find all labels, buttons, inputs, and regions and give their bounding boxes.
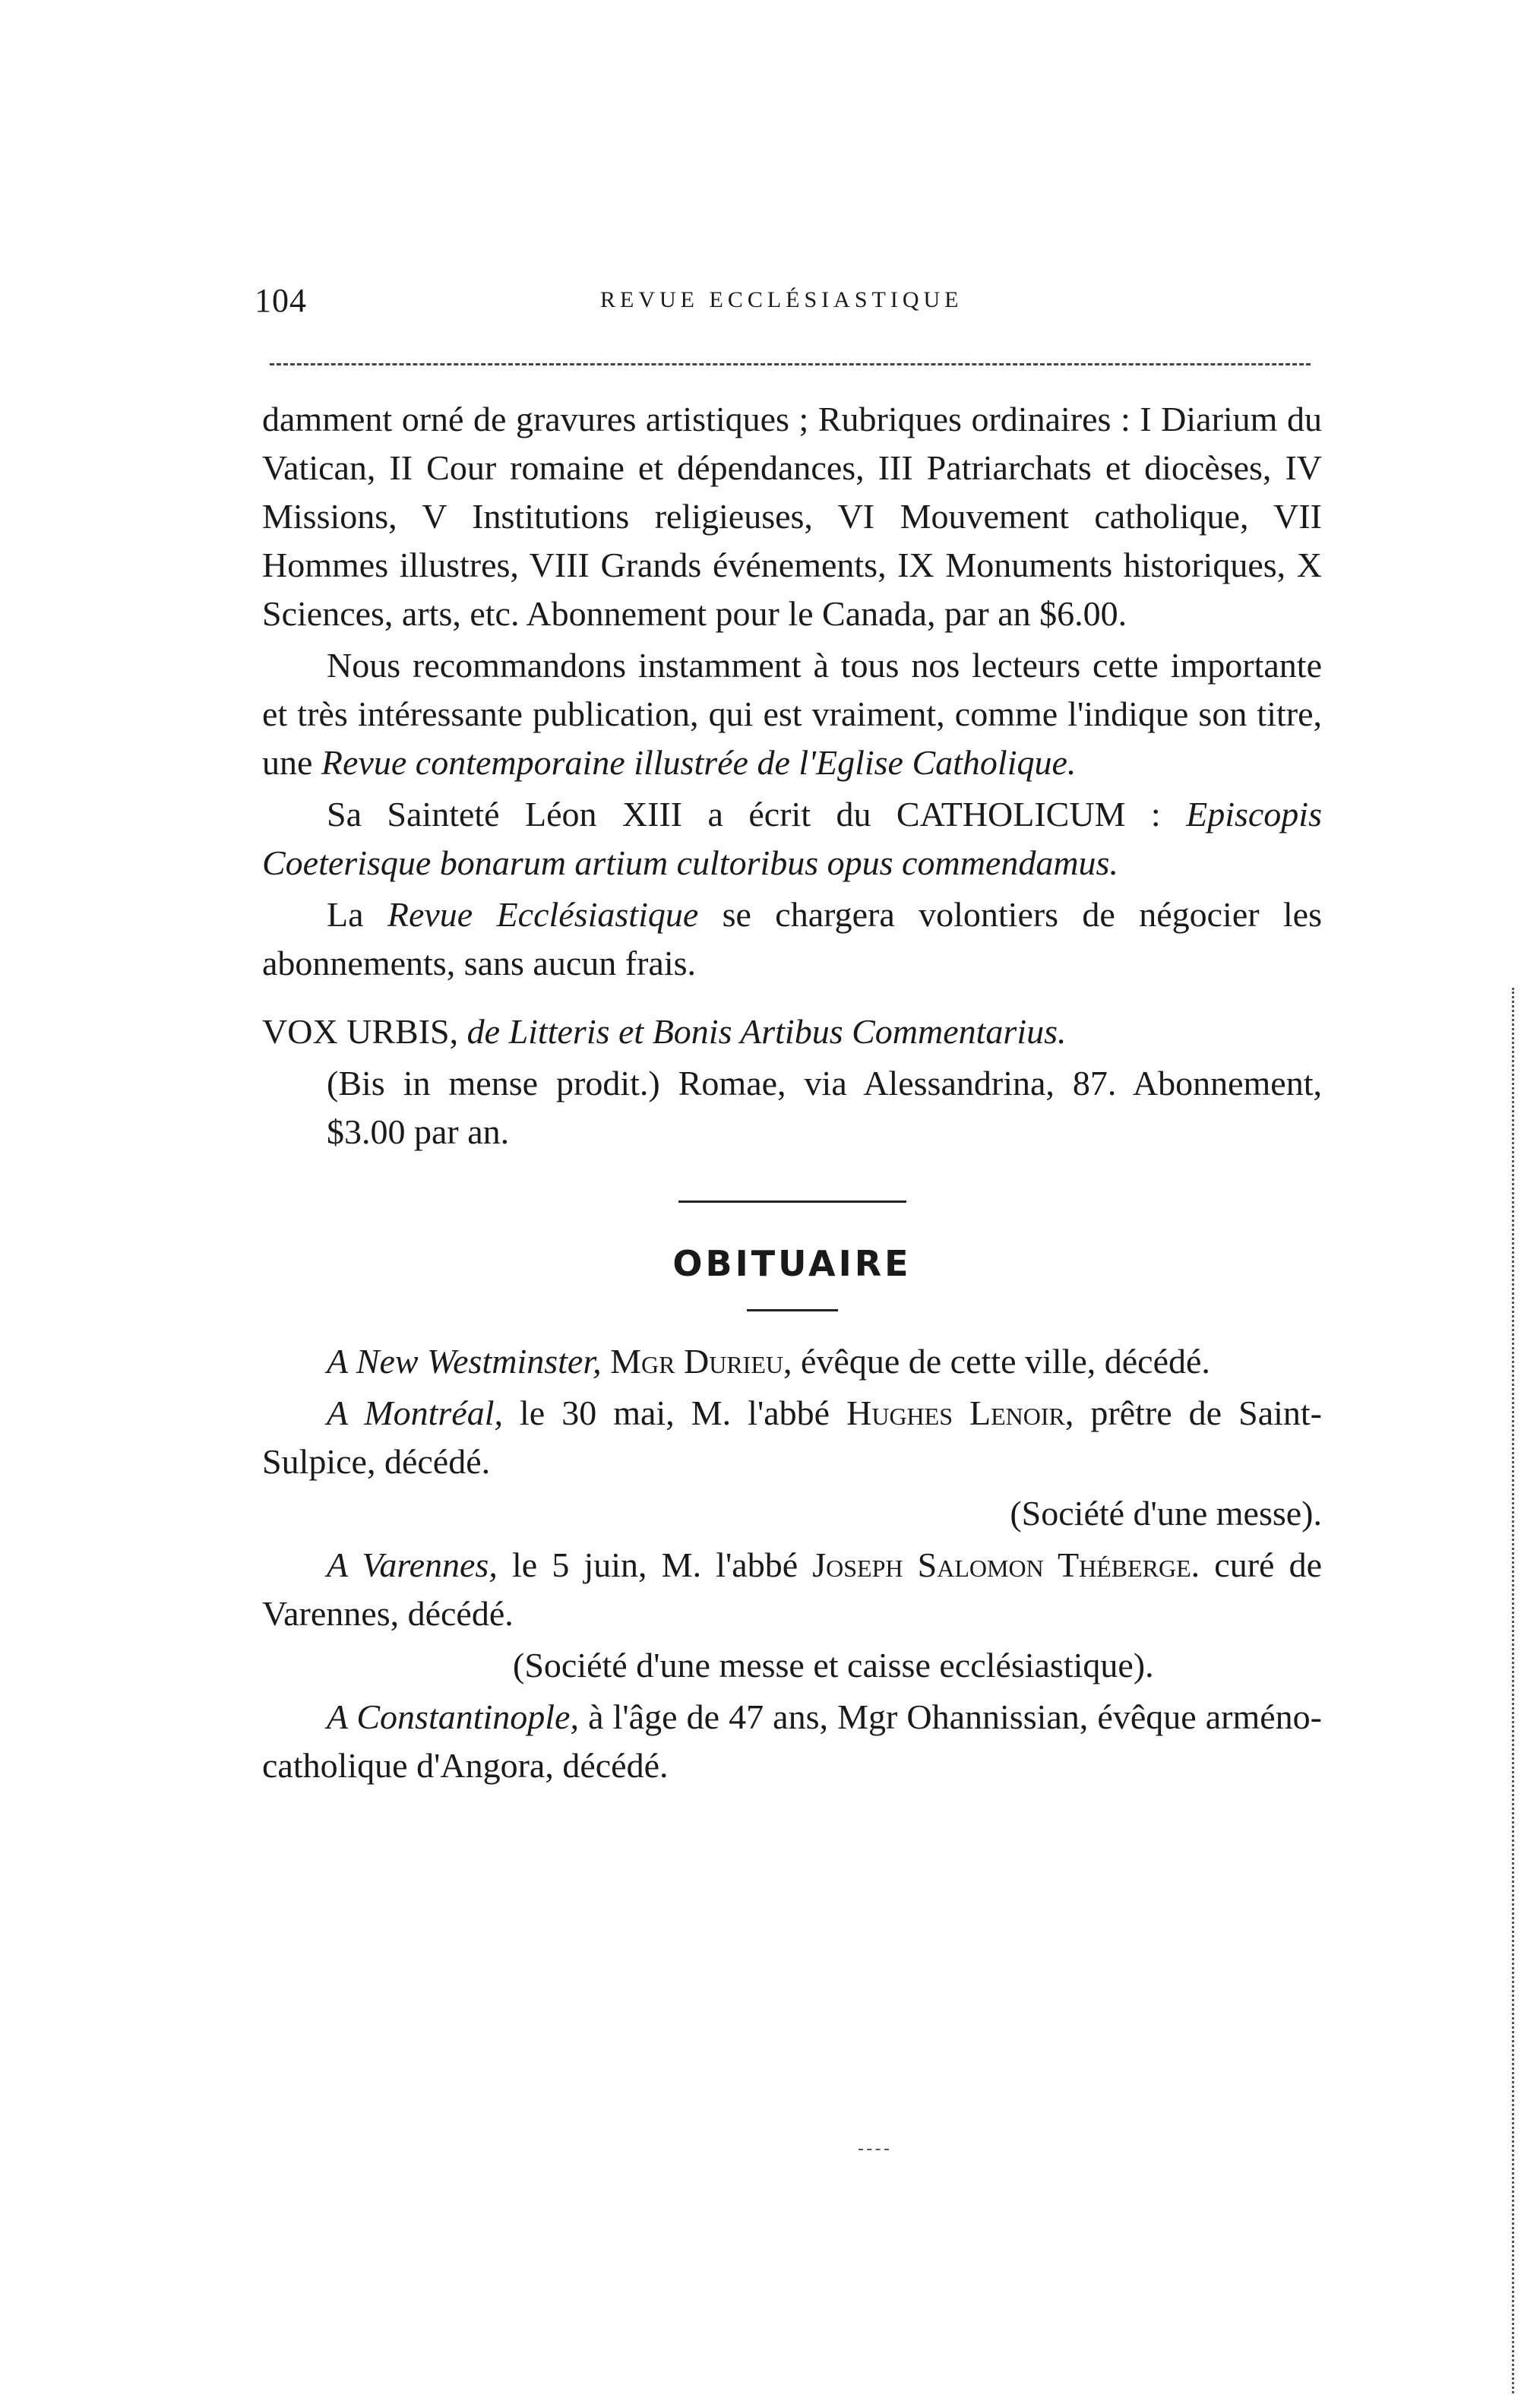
obituary-text: le 5 juin, M. l'abbé xyxy=(497,1545,813,1584)
vox-urbis-title-line xyxy=(262,1008,1322,1056)
body-text xyxy=(262,395,1322,1793)
paragraph-subscriptions xyxy=(262,890,1322,988)
recommendation-text: Nous recommandons instamment à tous nos lecteurs cette importante et très intéressante publication, qui est vraiment, comme l'indique son titre, une xyxy=(262,646,1322,782)
revue-title-italic: Revue contemporaine illustrée de l'Eglise Catholique. xyxy=(321,743,1077,782)
spacer xyxy=(262,991,1322,1008)
obituary-text: curé de Varennes, décédé. xyxy=(262,1545,1322,1633)
page-number: 104 xyxy=(255,282,307,319)
obituary-entry xyxy=(262,1389,1322,1486)
vox-urbis-entry xyxy=(262,1008,1322,1156)
scan-margin-line xyxy=(1512,988,1514,2393)
obituary-person: Joseph Salomon Théberge. xyxy=(812,1545,1200,1584)
subscriptions-post: se chargera volontiers de négocier les abonnements, sans aucun frais. xyxy=(262,895,1322,982)
subscriptions-revue-title: Revue Ecclésiastique xyxy=(387,895,699,934)
obituary-place: A Constantinople, xyxy=(327,1697,579,1736)
obituary-text: à l'âge de 47 ans, Mgr Ohannissian, évêque arméno-catholique d'Angora, décédé. xyxy=(262,1697,1322,1785)
paragraph-continued: damment orné de gravures artistiques ; Rubriques ordinaires : I Diarium du Vatican, II Cour romaine et dépendances, III Patriarchats et diocèses, IV Missions, V Institutions religieuses, VI Mouvement catholique, VII Hommes illustres, VIII Grands événements, IX Monuments historiques, X Sciences, arts, etc. Abonnement pour le Canada, par an $6.00. xyxy=(262,400,1322,633)
obituary-entry xyxy=(262,1541,1322,1638)
vox-urbis-subtitle: de Litteris et Bonis Artibus Commentarius. xyxy=(466,1012,1067,1051)
obituary-text: évêque de cette ville, décédé. xyxy=(792,1342,1210,1381)
vox-urbis-details: (Bis in mense prodit.) Romae, via Alessandrina, 87. Abonnement, $3.00 par an. xyxy=(327,1064,1322,1151)
vox-urbis-name: VOX URBIS, xyxy=(262,1012,467,1051)
header-divider xyxy=(270,363,1311,365)
paragraph-recommendation xyxy=(262,641,1322,787)
section-divider xyxy=(678,1200,906,1203)
papal-quote-intro: Sa Sainteté Léon XIII a écrit du CATHOLICUM : xyxy=(327,795,1187,834)
obituary-place: A Montréal, xyxy=(327,1393,503,1432)
obituary-place: A Varennes, xyxy=(327,1545,498,1584)
end-mark xyxy=(859,2149,889,2150)
obituary-heading: OBITUAIRE xyxy=(672,1243,912,1284)
obituary-entry xyxy=(262,1693,1322,1790)
paragraph-papal-quote xyxy=(262,790,1322,887)
heading-underline xyxy=(747,1309,838,1311)
obituary-text: le 30 mai, M. l'abbé xyxy=(503,1393,847,1432)
subscriptions-pre: La xyxy=(327,895,387,934)
obituary-place: A New Westminster, xyxy=(327,1342,602,1381)
running-title: REVUE ECCLÉSIASTIQUE xyxy=(600,287,963,312)
obituary-entry xyxy=(262,1337,1322,1386)
obituary-text: prêtre de Saint-Sulpice, décédé. xyxy=(262,1393,1323,1481)
obituary-note: (Société d'une messe et caisse ecclésiastique). xyxy=(513,1646,1154,1684)
obituary-note: (Société d'une messe). xyxy=(1010,1494,1322,1533)
obituary-person: Hughes Lenoir, xyxy=(846,1393,1074,1432)
obituary-person: Mgr Durieu, xyxy=(610,1342,792,1381)
running-head xyxy=(0,281,1540,327)
papal-quote-latin: Episcopis Coeterisque bonarum artium cultoribus opus commendamus. xyxy=(262,795,1322,882)
